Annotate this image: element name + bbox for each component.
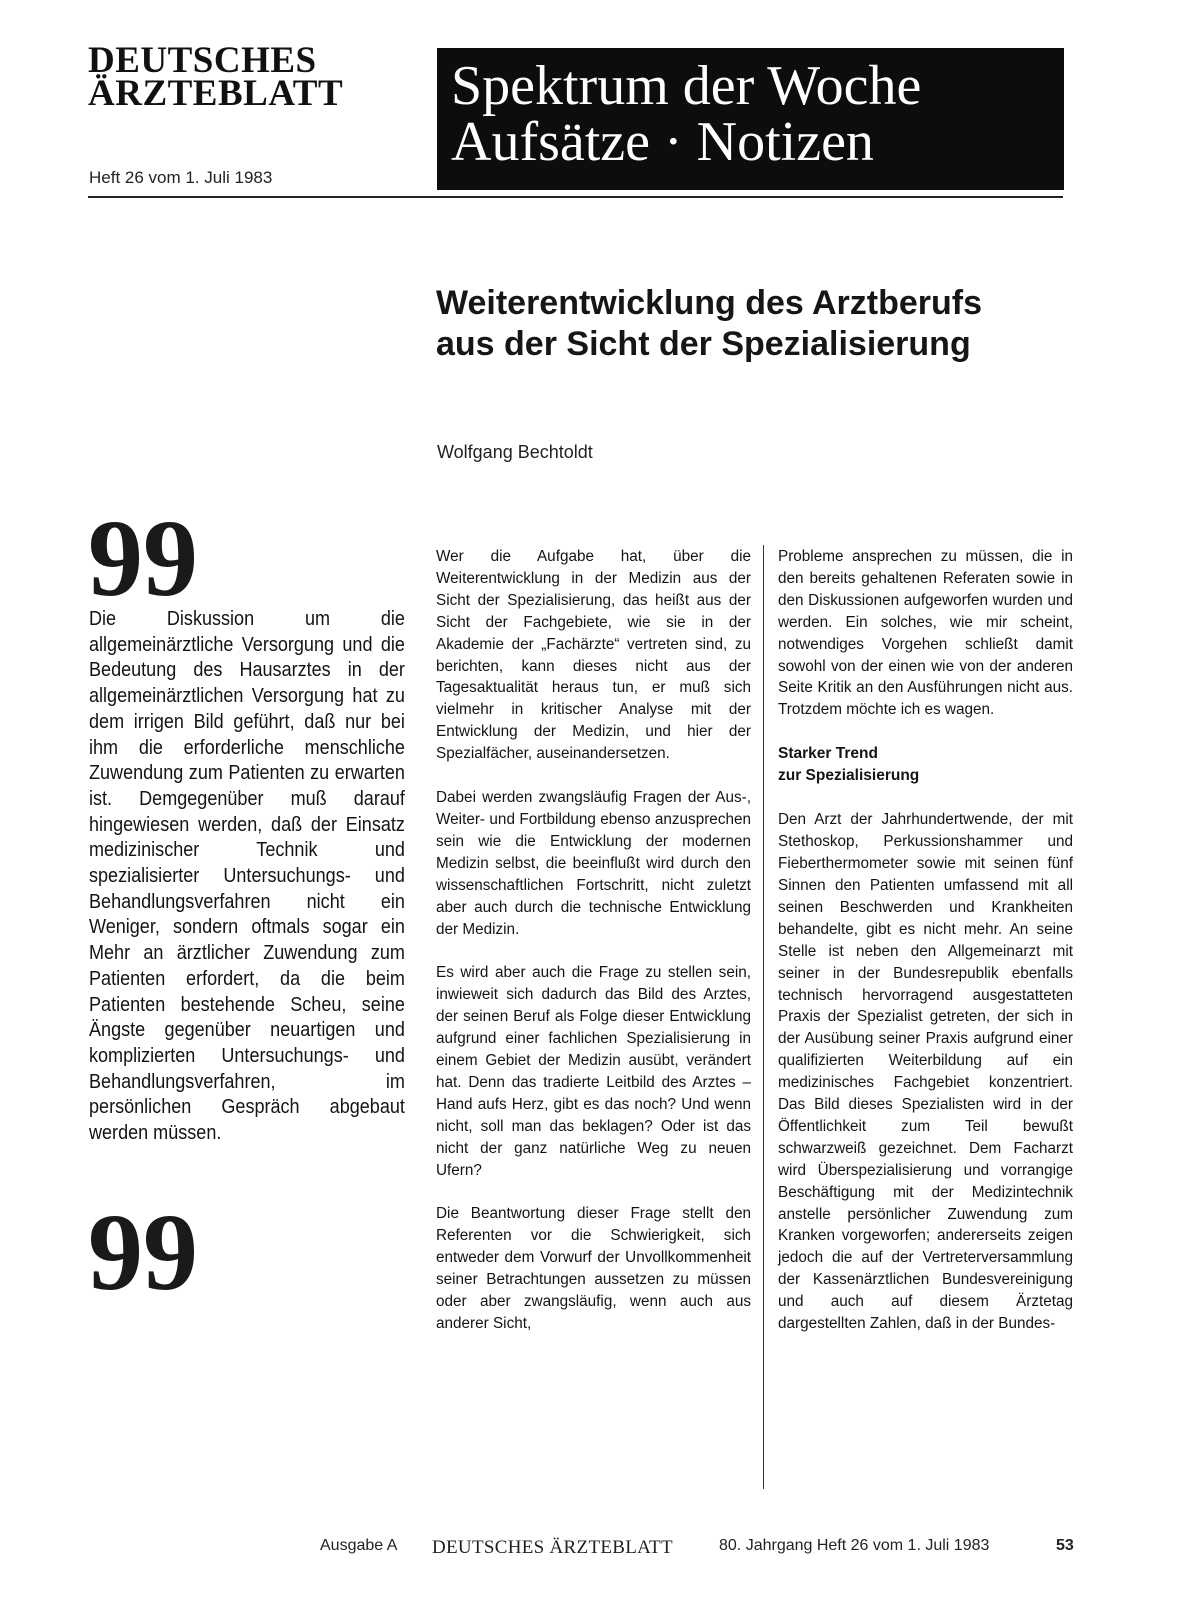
- article-title-line-2: aus der Sicht der Spezialisierung: [436, 325, 971, 363]
- pullquote-open-mark: 99: [88, 497, 198, 619]
- paragraph: Den Arzt der Jahrhundertwende, der mit Stethoskop, Perkussionshammer und Fieberthermometer sowie mit seinen fünf Sinnen den Patienten umfassend mit all seinen Beschwerden und Krankheiten behandelte, gibt es nicht mehr. An seine Stelle ist neben den Allgemeinarzt mit seiner in der Bundesrepublik ebenfalls technisch hervorragend ausgestatteten Praxis der Spezialist getreten, der sich in der Ausübung seiner Praxis aufgrund einer qualifizierten Weiterbildung auf ein medizinisches Fachgebiet konzentriert. Das Bild dieses Spezialisten wird in der Öffentlichkeit zum Teil bewußt schwarzweiß gezeichnet. Dem Facharzt wird Überspezialisierung und vorrangige Beschäftigung mit der Medizintechnik anstelle persönlicher Zuwendung zum Kranken vorgeworfen; andererseits zeigen jedoch die auf der Vertreterversammlung der Kassenärztlichen Bundesvereinigung und auch auf diesem Ärztetag dargestellten Zahlen, daß in der Bundes-: [778, 811, 1073, 1333]
- issue-line: Heft 26 vom 1. Juli 1983: [89, 168, 273, 187]
- body-column-2: [778, 546, 1073, 1357]
- section-banner-line-2: Aufsätze · Notizen: [451, 111, 874, 173]
- page-footer: [0, 1537, 1178, 1561]
- section-banner-line-1: Spektrum der Woche: [451, 55, 922, 117]
- article-title: [436, 283, 1076, 365]
- body-column-1: [436, 546, 751, 1357]
- paragraph: Wer die Aufgabe hat, über die Weiterentwicklung in der Medizin aus der Sicht der Spezialisierung, das heißt aus der Sicht der Fachgebiete, wie sie in der Akademie der „Fachärzte“ vertreten sind, zu berichten, kann dieses nicht aus der Tagesaktualität heraus tun, er muß sich vielmehr in kritischer Analyse mit der Entwicklung der Medizin, und hier der Spezialfächer, auseinandersetzen.: [436, 548, 751, 763]
- paragraph: Dabei werden zwangsläufig Fragen der Aus-, Weiter- und Fortbildung ebenso anzusprechen sein wie die Entwicklung der modernen Medizin selbst, die beeinflußt wird durch den wissenschaftlichen Fortschritt, nicht zuletzt aber auch durch die technische Entwicklung der Medizin.: [436, 789, 751, 938]
- footer-edition: Ausgabe A: [320, 1537, 398, 1554]
- masthead-line-1: DEUTSCHES: [88, 40, 317, 81]
- section-banner: [437, 48, 1064, 190]
- pullquote-text: Die Diskussion um die allgemeinärztliche Versorgung und die Bedeutung des Hausarztes in der allgemeinärztlichen Versorgung hat zu dem irrigen Bild geführt, daß nur bei ihm die erforderliche menschliche Zuwendung zum Patienten zu erwarten ist. Demgegenüber muß darauf hingewiesen werden, daß der Einsatz medizinischer Technik und spezialisierter Untersuchungs- und Behandlungsverfahren nicht ein Weniger, sondern oftmals sogar ein Mehr an ärztlicher Zuwendung zum Patienten erfordert, da die beim Patienten bestehende Scheu, seine Ängste gegenüber neuartigen und komplizierten Untersuchungs- und Behandlungsverfahren, im persönlichen Gespräch abgebaut werden müssen.: [89, 607, 405, 1145]
- subheading-line-1: Starker Trend: [778, 745, 878, 763]
- paragraph: Es wird aber auch die Frage zu stellen sein, inwieweit sich dadurch das Bild des Arztes, der seinen Beruf als Folge dieser Entwicklung aufgrund einer fachlichen Spezialisierung in einem Gebiet der Medizin ausübt, verändert hat. Denn das tradierte Leitbild des Arztes – Hand aufs Herz, gibt es das noch? Und wenn nicht, soll man das beklagen? Oder ist das nicht der ganz natürliche Weg zu neuen Ufern?: [436, 964, 751, 1179]
- article-title-line-1: Weiterentwicklung des Arztberufs: [436, 284, 982, 322]
- section-subheading: [778, 743, 1073, 787]
- paragraph: Die Beantwortung dieser Frage stellt den Referenten vor die Schwierigkeit, sich entweder dem Vorwurf der Unvollkommenheit seiner Betrachtungen aussetzen zu müssen oder aber zwangsläufig, wenn auch aus anderer Sicht,: [436, 1205, 751, 1332]
- pullquote-close-mark: 99: [88, 1191, 198, 1313]
- masthead-line-2: ÄRZTEBLATT: [88, 73, 344, 114]
- article-author: Wolfgang Bechtoldt: [437, 442, 593, 462]
- footer-journal: DEUTSCHES ÄRZTEBLATT: [432, 1537, 673, 1558]
- page-number: 53: [1056, 1537, 1074, 1554]
- column-divider: [763, 545, 764, 1489]
- subheading-line-2: zur Spezialisierung: [778, 767, 920, 785]
- journal-masthead: [88, 40, 428, 114]
- header-rule: [88, 196, 1063, 198]
- footer-volume: 80. Jahrgang Heft 26 vom 1. Juli 1983: [719, 1537, 990, 1554]
- paragraph: Probleme ansprechen zu müssen, die in den bereits gehaltenen Referaten sowie in den Diskussionen aufgeworfen wurden und werden. Ein solches, wie mir scheint, notwendiges Vorgehen schließt damit sowohl von der einen wie von der anderen Seite Kritik an den Ausführungen nicht aus. Trotzdem möchte ich es wagen.: [778, 548, 1073, 719]
